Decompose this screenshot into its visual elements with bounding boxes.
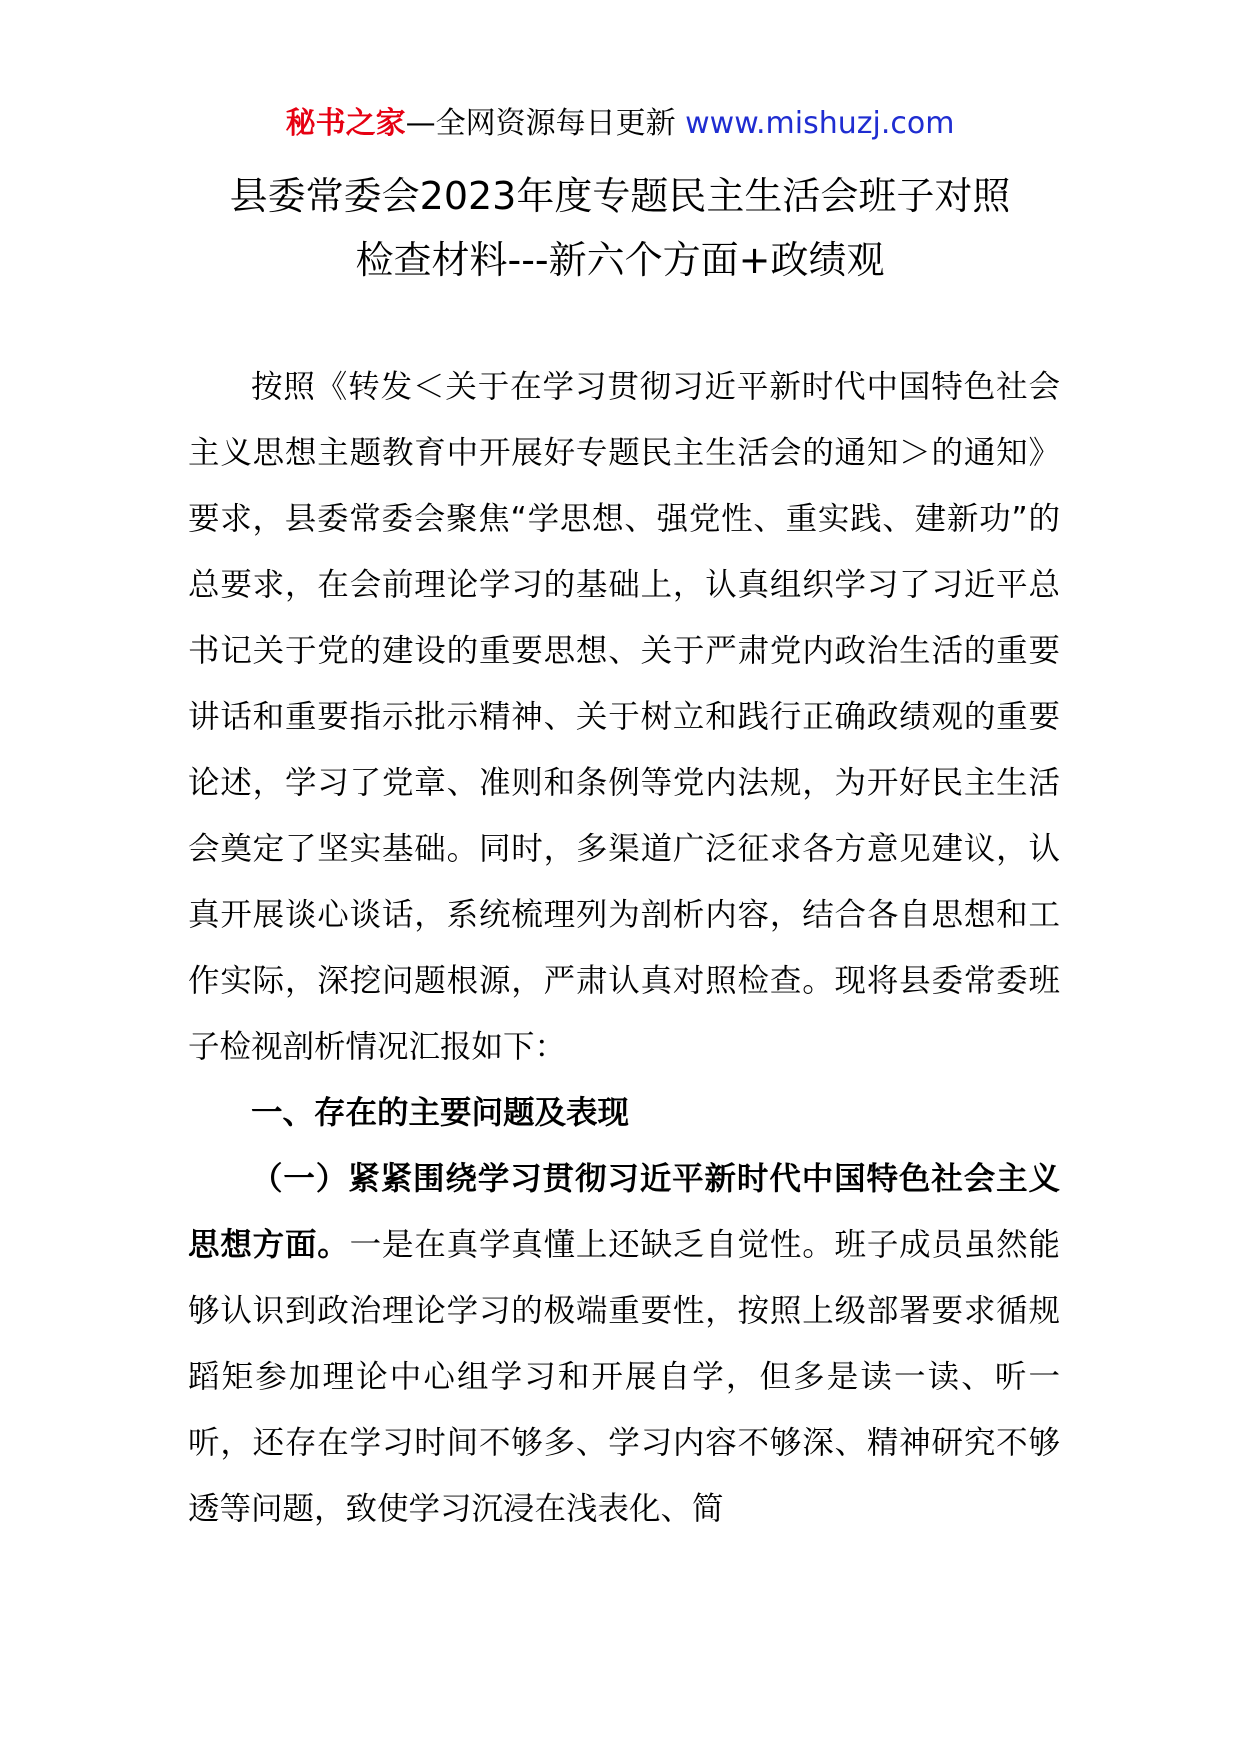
- intro-paragraph: 按照《转发＜关于在学习贯彻习近平新时代中国特色社会主义思想主题教育中开展好专题民主生活会的通知＞的通知》要求，县委常委会聚焦“学思想、强党性、重实践、建新功”的总要求，在会前理论学习的基础上，认真组织学习了习近平总书记关于党的建设的重要思想、关于严肃党内政治生活的重要讲话和重要指示批示精神、关于树立和践行正确政绩观的重要论述，学习了党章、准则和条例等党内法规，为开好民主生活会奠定了坚实基础。同时，多渠道广泛征求各方意见建议，认真开展谈心谈话，系统梳理列为剖析内容，结合各自思想和工作实际，深挖问题根源，严肃认真对照检查。现将县委常委班子检视剖析情况汇报如下：: [188, 369, 1060, 1065]
- site-brand: 秘书之家: [285, 106, 406, 141]
- section-heading: 一、存在的主要问题及表现: [251, 1095, 630, 1131]
- site-url-link[interactable]: www.mishuzj.com: [685, 106, 955, 141]
- title-line-1: 县委常委会2023年度专题民主生活会班子对照: [229, 174, 1011, 218]
- document-title: [120, 164, 1120, 292]
- subsection-heading: （一）紧紧围绕学习贯彻习近平新时代中国特色社会主义思想方面。: [188, 1161, 1060, 1263]
- subsection-paragraph: [188, 1146, 1060, 1542]
- site-tagline: —全网资源每日更新: [405, 106, 686, 141]
- subsection-text: 一是在真学真懂上还缺乏自觉性。班子成员虽然能够认识到政治理论学习的极端重要性，按照上级部署要求循规蹈矩参加理论中心组学习和开展自学，但多是读一读、听一听，还存在学习时间不够多、学习内容不够深、精神研究不够透等问题，致使学习沉浸在浅表化、简: [188, 1227, 1060, 1527]
- title-line-2: 检查材料---新六个方面+政绩观: [355, 238, 885, 282]
- document-body: [188, 354, 1060, 1542]
- site-header: [0, 104, 1240, 144]
